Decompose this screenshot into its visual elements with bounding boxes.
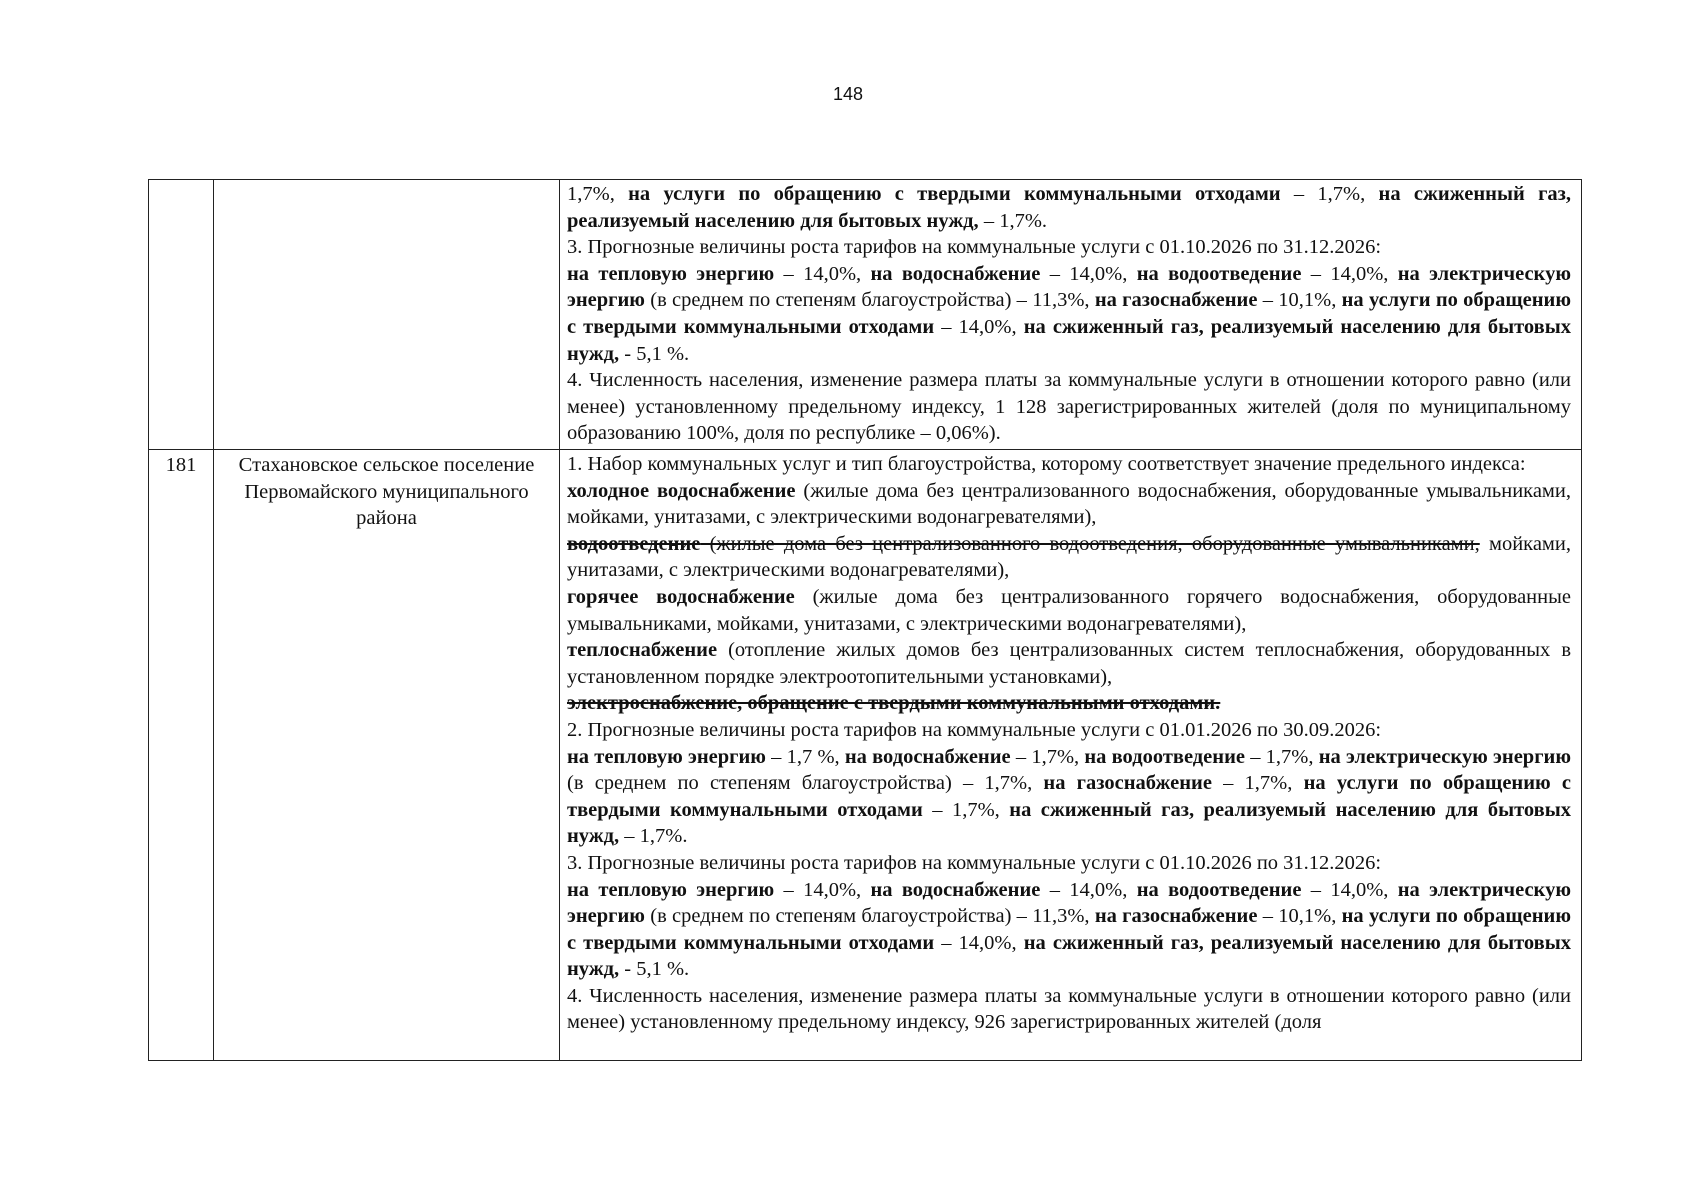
bold-text-run: на водоотведение: [1136, 878, 1302, 901]
bold-text-run: на водоснабжение: [870, 878, 1041, 901]
text-run: 4. Численность населения, изменение размера платы за коммунальные услуги в отношении которого равно (или менее) установленному предельному индексу, 1 128 зарегистрированных жителей (доля по муниципальному образованию 100%, доля по республике – 0,06%).: [567, 369, 1571, 445]
bold-text-run: горячее водоснабжение: [567, 585, 795, 608]
text-run: – 1,7%,: [922, 798, 1010, 821]
paragraph: [567, 717, 1571, 744]
page-number: 148: [832, 84, 864, 104]
bold-text-run: на сжиженный газ, реализуемый населению для бытовых нужд,: [567, 931, 1572, 981]
paragraph: [567, 983, 1571, 1036]
text-run: – 1,7%.: [978, 209, 1048, 232]
text-run: – 14,0%,: [774, 878, 871, 901]
bold-text-run: на водоотведение: [1084, 745, 1245, 768]
text-run: – 1,7%,: [1244, 745, 1319, 768]
bold-text-run: на услуги по обращению с твердыми коммунальными отходами: [567, 772, 1571, 821]
bold-text-run: на услуги по обращению с твердыми коммунальными отходами: [628, 183, 1281, 205]
row-number-cell: [149, 180, 214, 450]
municipality-name-cell: Стахановское сельское поселение Первомайского муниципального района: [214, 450, 560, 1061]
text-run: – 1,7%,: [1211, 772, 1304, 795]
paragraph: [567, 367, 1571, 447]
text-run: 2. Прогнозные величины роста тарифов на коммунальные услуги с 01.01.2026 по 30.09.2026:: [567, 718, 1382, 741]
text-run: – 1,7%.: [619, 825, 688, 848]
bold-text-run: на тепловую энергию: [567, 745, 766, 768]
text-run: – 14,0%,: [1040, 262, 1137, 285]
text-run: – 14,0%,: [934, 931, 1024, 954]
text-run: (жилые дома без централизованного водоснабжения, оборудованные умывальниками, мойками, унитазами, с электрическими водонагревателями),: [567, 479, 1571, 529]
text-run: – 14,0%,: [1301, 878, 1398, 901]
table-row: [149, 180, 1582, 450]
text-run: – 14,0%,: [1301, 262, 1398, 285]
bold-text-run: на водоотведение: [1136, 262, 1302, 285]
bold-text-run: на сжиженный газ, реализуемый населению для бытовых нужд,: [567, 315, 1572, 365]
bold-text-run: на газоснабжение: [1094, 289, 1258, 312]
bold-text-run: на водоснабжение: [870, 262, 1041, 285]
text-run: (жилые дома без централизованного водоотведения, оборудованные умывальниками,: [700, 532, 1480, 555]
paragraph: [567, 181, 1571, 234]
bold-text-run: на услуги по обращению с твердыми коммунальными отходами: [567, 289, 1572, 338]
tariff-table: [148, 179, 1582, 1061]
bold-text-run: на сжиженный газ, реализуемый населению для бытовых нужд,: [567, 183, 1571, 232]
text-run: – 1,7 %,: [765, 745, 845, 768]
paragraph: [567, 850, 1571, 877]
text-run: 3. Прогнозные величины роста тарифов на коммунальные услуги с 01.10.2026 по 31.12.2026:: [567, 236, 1382, 259]
text-run: – 10,1%,: [1257, 289, 1342, 312]
paragraph: [567, 234, 1571, 261]
text-run: (в среднем по степеням благоустройства) – 1,7%,: [567, 772, 1044, 795]
text-run: (в среднем по степеням благоустройства) – 11,3%,: [644, 905, 1095, 928]
bold-text-run: на газоснабжение: [1043, 772, 1212, 795]
paragraph: [567, 478, 1571, 531]
text-run: – 1,7%,: [1010, 745, 1085, 768]
text-run: 3. Прогнозные величины роста тарифов на коммунальные услуги с 01.10.2026 по 31.12.2026:: [567, 851, 1382, 874]
paragraph: [567, 690, 1571, 717]
bold-text-run: водоотведение: [567, 532, 701, 555]
table-row: [149, 450, 1582, 1061]
paragraph: [567, 637, 1571, 690]
bold-text-run: на тепловую энергию: [567, 262, 775, 285]
text-run: (в среднем по степеням благоустройства) – 11,3%,: [644, 289, 1095, 312]
text-run: (отопление жилых домов без централизованных систем теплоснабжения, оборудованных в установленном порядке электроотопительными установками),: [567, 639, 1571, 688]
municipality-name-cell: [214, 180, 560, 450]
paragraph: [567, 531, 1571, 584]
paragraph: [567, 744, 1571, 850]
text-run: – 10,1%,: [1257, 905, 1342, 928]
paragraph: [567, 451, 1571, 478]
bold-text-run: на тепловую энергию: [567, 878, 775, 901]
bold-text-run: теплоснабжение: [567, 639, 718, 662]
bold-text-run: на электрическую энергию: [567, 262, 1571, 312]
bold-text-run: на газоснабжение: [1094, 905, 1258, 928]
bold-text-run: на сжиженный газ, реализуемый населению для бытовых нужд,: [567, 798, 1571, 848]
text-run: – 1,7%,: [1280, 183, 1379, 205]
text-run: 1,7%,: [567, 183, 629, 205]
text-run: - 5,1 %.: [619, 342, 690, 365]
text-run: 1. Набор коммунальных услуг и тип благоустройства, которому соответствует значение предельного индекса:: [567, 453, 1526, 475]
bold-text-run: на электрическую энергию: [567, 878, 1571, 928]
description-cell: [560, 450, 1582, 1061]
row-number-cell: 181: [149, 450, 214, 1061]
text-run: - 5,1 %.: [619, 958, 690, 981]
text-run: мойками, унитазами, с электрическими водонагревателями),: [567, 532, 1571, 582]
bold-text-run: на электрическую энергию: [1318, 745, 1571, 768]
bold-text-run: холодное водоснабжение: [567, 479, 796, 502]
bold-text-run: на водоснабжение: [844, 745, 1011, 768]
text-run: 4. Численность населения, изменение размера платы за коммунальные услуги в отношении которого равно (или менее) установленному предельному индексу, 926 зарегистрированных жителей (доля: [567, 984, 1571, 1034]
bold-text-run: на услуги по обращению с твердыми коммунальными отходами: [567, 905, 1572, 954]
text-run: – 14,0%,: [934, 315, 1024, 338]
description-cell: [560, 180, 1582, 450]
paragraph: [567, 584, 1571, 637]
text-run: – 14,0%,: [774, 262, 871, 285]
bold-text-run: электроснабжение, обращение с твердыми коммунальными отходами.: [567, 692, 1221, 715]
paragraph: [567, 261, 1571, 367]
text-run: (жилые дома без централизованного горячего водоснабжения, оборудованные умывальниками, мойками, унитазами, с электрическими водонагревателями),: [567, 585, 1571, 635]
text-run: – 14,0%,: [1040, 878, 1137, 901]
paragraph: [567, 877, 1571, 983]
